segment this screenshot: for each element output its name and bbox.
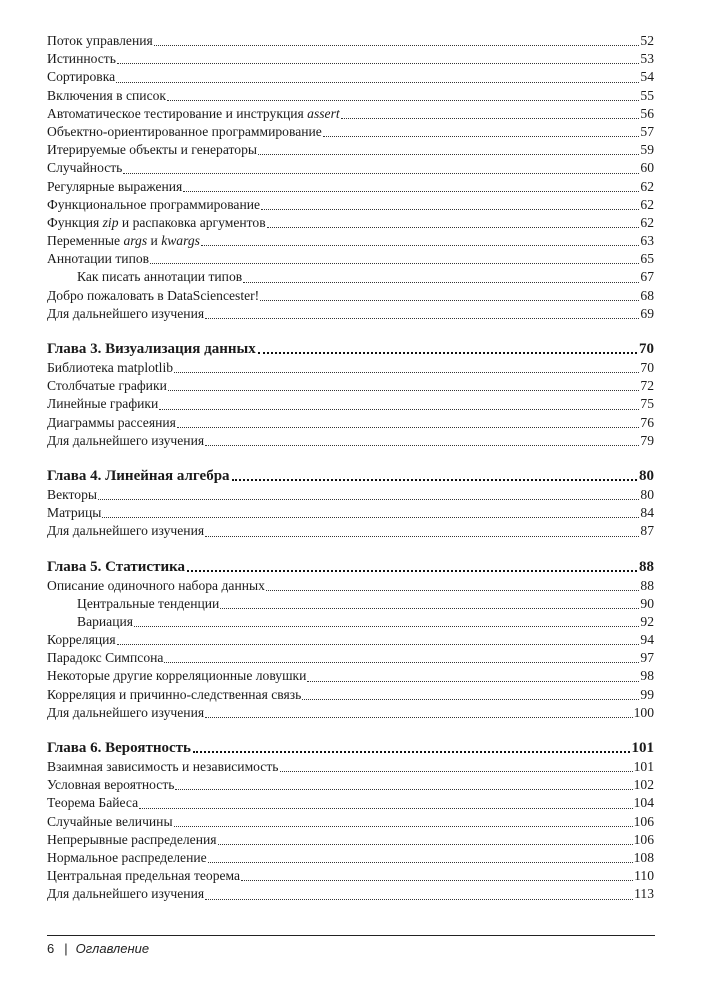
toc-entry-title: Функциональное программирование [47,196,261,212]
toc-entry[interactable] [47,50,654,68]
footer-label: Оглавление [75,941,150,956]
leader-dots [267,226,640,228]
leader-dots [174,825,633,827]
toc-entry-page: 60 [640,160,654,176]
leader-dots [266,589,639,591]
leader-dots [205,716,633,718]
toc-entry[interactable] [47,849,654,867]
chapter-page: 80 [639,467,654,484]
toc-entry[interactable] [47,522,654,540]
toc-entry-page: 102 [633,777,654,793]
toc-entry-title: Корреляция и причинно-следственная связь [47,686,302,702]
toc-entry-page: 97 [640,650,654,666]
toc-entry-title: Для дальнейшего изучения [47,704,205,720]
leader-dots [193,750,630,753]
toc-entry-page: 106 [633,813,654,829]
toc-entry-page: 108 [633,849,654,865]
toc-entry-page: 63 [640,233,654,249]
toc-entry-title: Регулярные выражения [47,178,183,194]
toc-entry-page: 79 [640,432,654,448]
toc-entry-page: 55 [640,87,654,103]
leader-dots [117,62,639,64]
chapter-page: 88 [639,558,654,575]
leader-dots [175,788,632,790]
toc-entry-page: 84 [640,505,654,521]
toc-entry[interactable] [47,686,654,704]
toc-entry[interactable] [47,867,654,885]
toc-entry[interactable] [47,123,654,141]
toc-entry[interactable] [47,68,654,86]
toc-entry[interactable] [47,577,654,595]
toc-entry[interactable] [47,250,654,268]
leader-dots [167,99,639,101]
leader-dots [243,281,639,283]
chapter-heading[interactable] [47,466,654,486]
toc-entry[interactable] [47,377,654,395]
chapter-page: 70 [639,341,654,357]
toc-entry[interactable] [47,885,654,903]
chapter-title: Глава 5. Статистика [47,558,186,575]
toc-entry-title: Добро пожаловать в DataSciencester! [47,287,260,303]
toc-entry-page: 59 [640,142,654,158]
toc-entry-page: 67 [640,269,654,285]
chapter-heading[interactable] [47,557,654,577]
leader-dots [174,371,639,373]
toc-entry[interactable] [47,813,654,831]
toc-entry-page: 75 [640,396,654,412]
footer-separator: | [64,941,68,956]
leader-dots [241,879,633,881]
toc-entry[interactable] [47,196,654,214]
toc-entry-title: Парадокс Симпсона [47,650,164,666]
leader-dots [341,117,640,119]
toc-entry-title: Описание одиночного набора данных [47,577,265,593]
leader-dots [154,44,640,46]
toc-entry[interactable] [47,649,654,667]
toc-entry[interactable] [47,395,654,413]
toc-entry-page: 62 [640,214,654,230]
toc-entry[interactable] [47,232,654,250]
toc-entry-title: Линейные графики [47,396,159,412]
toc-entry-title: Истинность [47,51,116,67]
toc-entry[interactable] [47,305,654,323]
toc-entry-page: 62 [640,178,654,194]
toc-entry-title: Объектно-ориентированное программирование [47,123,322,139]
leader-dots [205,444,639,446]
leader-dots [220,607,639,609]
toc-entry-page: 101 [633,759,654,774]
leader-dots [159,408,639,410]
leader-dots [150,262,639,264]
leader-dots [302,698,639,700]
toc-entry-page: 104 [633,795,654,811]
leader-dots [307,680,639,682]
toc-entry-page: 87 [640,523,654,539]
leader-dots [134,625,639,627]
table-of-contents [47,32,654,904]
chapter-title: Глава 3. Визуализация данных [47,341,256,357]
toc-entry-title: Диаграммы рассеяния [47,414,176,430]
toc-entry[interactable] [47,631,654,649]
toc-entry-page: 94 [640,632,654,648]
chapter-title: Глава 4. Линейная алгебра [47,467,230,484]
leader-dots [205,535,639,537]
leader-dots [123,172,639,174]
toc-entry[interactable] [47,504,654,522]
toc-entry-page: 98 [640,668,654,684]
chapter-heading[interactable] [47,738,654,758]
toc-entry-title: Непрерывные распределения [47,831,217,847]
toc-entry[interactable] [47,758,654,776]
toc-entry-page: 88 [640,577,654,593]
toc-entry-title: Аннотации типов [47,251,150,267]
toc-entry-page: 69 [640,305,654,321]
toc-entry-title: Центральная предельная теорема [47,868,241,884]
leader-dots [183,190,639,192]
leader-dots [177,426,640,428]
toc-entry-title: Нормальное распределение [47,849,207,865]
leader-dots [168,389,640,391]
toc-entry-page: 70 [640,360,654,375]
chapter-page: 101 [631,740,654,756]
toc-entry-page: 92 [640,613,654,629]
leader-dots [280,770,633,772]
leader-dots [187,569,637,572]
leader-dots [258,153,639,155]
toc-entry-title: Случайные величины [47,813,173,829]
toc-entry-page: 100 [633,704,654,720]
toc-entry-page: 99 [640,686,654,702]
toc-entry-page: 52 [640,33,654,48]
toc-entry-page: 56 [640,105,654,121]
leader-dots [258,351,637,354]
page-number: 6 [47,941,55,956]
toc-entry[interactable] [47,178,654,196]
toc-entry-page: 90 [640,595,654,611]
toc-entry[interactable] [47,105,654,123]
leader-dots [117,643,640,645]
toc-entry[interactable] [47,287,654,305]
toc-entry-page: 106 [633,831,654,847]
toc-entry[interactable] [47,359,654,377]
toc-entry-title: Корреляция [47,632,116,648]
leader-dots [98,498,639,500]
toc-entry[interactable] [47,776,654,794]
toc-entry-title: Теорема Байеса [47,795,139,811]
toc-entry[interactable] [47,87,654,105]
leader-dots [218,843,633,845]
leader-dots [205,898,633,900]
toc-entry-page: 72 [640,378,654,394]
toc-entry-title: Некоторые другие корреляционные ловушки [47,668,307,684]
toc-entry-title: Случайность [47,160,123,176]
toc-entry-page: 53 [640,51,654,67]
toc-entry-page: 68 [640,287,654,303]
toc-entry-title: Автоматическое тестирование и инструкция assert [47,105,340,121]
toc-entry-page: 113 [634,886,654,902]
toc-entry-page: 57 [640,123,654,139]
leader-dots [164,661,639,663]
toc-entry-title: Векторы [47,486,98,502]
chapter-heading[interactable] [47,339,654,359]
toc-entry[interactable] [47,704,654,722]
leader-dots [323,135,640,137]
toc-entry-page: 54 [640,69,654,85]
leader-dots [116,81,639,83]
toc-entry[interactable] [47,141,654,159]
toc-entry-title: Для дальнейшего изучения [47,523,205,539]
toc-entry-title: Для дальнейшего изучения [47,432,205,448]
toc-entry[interactable] [47,794,654,812]
toc-entry-title: Взаимная зависимость и независимость [47,759,279,774]
toc-entry-page: 62 [640,196,654,212]
toc-entry-title: Переменные args и kwargs [47,233,200,249]
toc-entry-title: Итерируемые объекты и генераторы [47,142,258,158]
toc-entry-page: 80 [640,486,654,502]
toc-entry[interactable] [47,432,654,450]
toc-entry-title: Для дальнейшего изучения [47,305,205,321]
chapter-title: Глава 6. Вероятность [47,740,191,756]
footer-rule [47,935,655,936]
toc-entry-title: Функция zip и распаковка аргументов [47,214,266,230]
toc-entry[interactable] [47,486,654,504]
toc-subentry[interactable] [47,595,654,613]
toc-entry-title: Для дальнейшего изучения [47,886,205,902]
toc-entry-title: Сортировка [47,69,116,85]
toc-entry-title: Поток управления [47,33,153,48]
leader-dots [102,516,639,518]
toc-entry-title: Центральные тенденции [77,595,220,611]
page-footer [47,941,149,956]
toc-entry[interactable] [47,831,654,849]
toc-entry-title: Столбчатые графики [47,378,167,394]
leader-dots [201,244,639,246]
leader-dots [232,478,637,481]
toc-entry[interactable] [47,214,654,232]
toc-entry-title: Матрицы [47,505,102,521]
toc-entry-page: 110 [634,868,654,884]
toc-subentry[interactable] [47,268,654,286]
toc-entry-title: Библиотека matplotlib [47,360,174,375]
leader-dots [205,317,639,319]
toc-entry-title: Включения в список [47,87,166,103]
toc-subentry[interactable] [47,613,654,631]
toc-entry[interactable] [47,32,654,50]
toc-entry[interactable] [47,414,654,432]
toc-entry[interactable] [47,667,654,685]
toc-entry-page: 65 [640,251,654,267]
leader-dots [139,807,633,809]
leader-dots [208,861,633,863]
toc-entry-title: Как писать аннотации типов [77,269,243,285]
toc-entry-title: Условная вероятность [47,777,175,793]
toc-entry-title: Вариация [77,613,134,629]
toc-entry[interactable] [47,159,654,177]
toc-entry-page: 76 [640,414,654,430]
leader-dots [260,299,639,301]
leader-dots [261,208,639,210]
